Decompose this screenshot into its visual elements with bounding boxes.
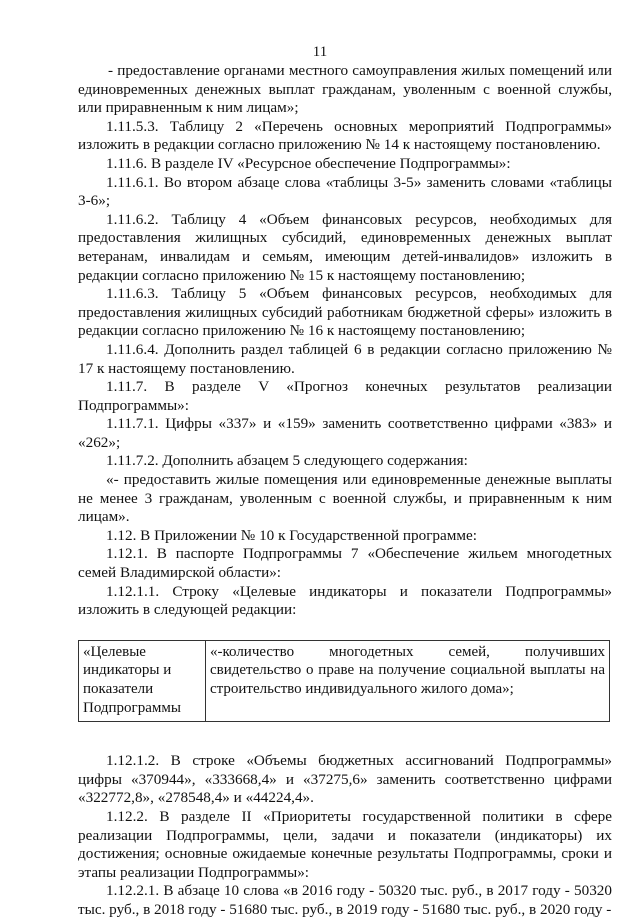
- document-body: [78, 62, 612, 920]
- table-cell-value: «-количество многодетных семей, получивших свидетельство о праве на получение социальной выплаты на строительство индивидуального жилого дома»;: [206, 640, 610, 721]
- indicators-table: [78, 640, 610, 722]
- paragraph: 1.12.2.1. В абзаце 10 слова «в 2016 году - 50320 тыс. руб., в 2017 году - 50320 тыс. руб., в 2018 году - 51680 тыс. руб., в 2019 году - 51680 тыс. руб., в 2020 году -: [78, 882, 612, 918]
- paragraph: 1.12.1.1. Строку «Целевые индикаторы и показатели Подпрограммы» изложить в следующей редакции:: [78, 582, 612, 619]
- paragraph: 1.11.6.3. Таблицу 5 «Объем финансовых ресурсов, необходимых для предоставления жилищных субсидий работникам бюджетной сферы» изложить в редакции согласно приложению № 16 к настоящему постановлению;: [78, 285, 612, 340]
- paragraph: 1.11.7.1. Цифры «337» и «159» заменить соответственно цифрами «383» и «262»;: [78, 415, 612, 451]
- paragraph: - предоставление органами местного самоуправления жилых помещений или единовременных денежных выплат гражданам, уволенным с военной службы, или приравненным к ним лицам»;: [78, 62, 612, 117]
- paragraph-group: [78, 752, 612, 919]
- paragraph: 1.12.2. В разделе II «Приоритеты государственной политики в сфере реализации Подпрограммы, цели, задачи и показатели (индикаторы) их достижения; основные ожидаемые конечные результаты Подпрограммы, сроки и этапы реализации Подпрограммы»:: [78, 807, 612, 881]
- paragraph: 1.11.6. В разделе IV «Ресурсное обеспечение Подпрограммы»:: [106, 154, 511, 172]
- paragraph: 1.11.6.1. Во втором абзаце слова «таблицы 3-5» заменить словами «таблицы 3-6»;: [78, 173, 612, 210]
- paragraph: 1.11.7.2. Дополнить абзацем 5 следующего содержания:: [106, 452, 468, 470]
- page-number: 11: [312, 44, 328, 60]
- table-cell-label: «Целевые индикаторы и показатели Подпрограммы: [79, 640, 206, 721]
- paragraph: 1.12.1. В паспорте Подпрограммы 7 «Обеспечение жильем многодетных семей Владимирской области»:: [78, 545, 612, 582]
- paragraph: 1.11.5.3. Таблицу 2 «Перечень основных мероприятий Подпрограммы» изложить в редакции согласно приложению № 14 к настоящему постановлению.: [78, 117, 612, 154]
- table-row: [79, 640, 610, 721]
- paragraph: 1.11.6.2. Таблицу 4 «Объем финансовых ресурсов, необходимых для предоставления жилищных субсидий, единовременных денежных выплат ветеранам, инвалидам и семьям, имеющим детей-инвалидов» изложить в редакции согласно приложению № 15 к настоящему постановлению;: [78, 210, 612, 284]
- paragraph: 1.12.1.2. В строке «Объемы бюджетных ассигнований Подпрограммы» цифры «370944», «333668,4» и «37275,6» заменить соответственно цифрами «322772,8», «278548,4» и «44224,4».: [78, 752, 612, 807]
- paragraph: 1.11.6.4. Дополнить раздел таблицей 6 в редакции согласно приложению № 17 к настоящему постановлению.: [78, 340, 612, 377]
- paragraph: 1.12. В Приложении № 10 к Государственной программе:: [106, 526, 477, 544]
- paragraph: «- предоставить жилые помещения или единовременные денежные выплаты не менее 3 гражданам, уволенным с военной службы, и приравненным к ним лицам».: [78, 471, 612, 526]
- paragraph: 1.11.7. В разделе V «Прогноз конечных результатов реализации Подпрограммы»:: [78, 378, 612, 414]
